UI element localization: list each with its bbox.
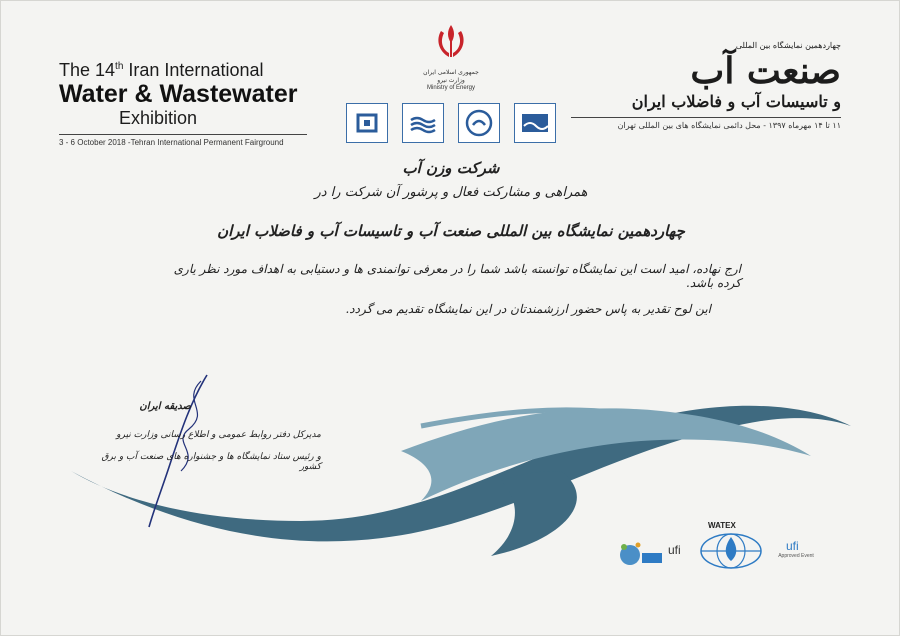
body-line-4: ارج نهاده، امید است این نمایشگاه توانسته باشد شما را در معرفی توانمندی ها و دستیابی به اهداف مورد نظر یاری کرده باشد. [173, 262, 741, 290]
body-line-2: همراهی و مشارکت فعال و پرشور آن شرکت را در [314, 185, 588, 200]
persian-header-title: صنعت آب [690, 50, 841, 92]
logo-2-icon [409, 112, 437, 134]
emblem-text-2: وزارت نیرو [437, 77, 465, 84]
organization-logo-4 [514, 103, 556, 143]
persian-header [561, 41, 841, 130]
body-line-3: چهاردهمین نمایشگاه بین المللی صنعت آب و تاسیسات آب و فاضلاب ایران [217, 222, 685, 240]
signatory-title-2: و رئیس ستاد نمایشگاه ها و جشنواره های صنعت آب و برق کشور [101, 452, 321, 472]
wave-dark-tail [491, 471, 577, 556]
emblem-text-1: جمهوری اسلامی ایران [423, 69, 479, 76]
emblem-icon [432, 21, 470, 65]
english-divider [59, 134, 307, 135]
emblem-text-3: Ministry of Energy [426, 85, 475, 91]
company-name: شرکت وزن آب [402, 159, 500, 177]
logo-3-icon [465, 109, 493, 137]
emblem-block [416, 21, 486, 91]
ufi-logo-right: ufi [786, 539, 799, 553]
ufi-approved-caption: Approved Event [778, 553, 814, 559]
english-date: 3 - 6 October 2018 -Tehran International Permanent Fairground [59, 138, 284, 147]
certificate-body [161, 159, 741, 316]
exhibition-logo-icon [616, 533, 666, 573]
signature-block [81, 401, 321, 472]
organization-logo-3 [458, 103, 500, 143]
watex-globe-icon [696, 531, 766, 571]
persian-header-top: چهاردهمین نمایشگاه بین المللی [735, 41, 841, 50]
signatory-name: صدیقه ایران [139, 401, 191, 412]
ufi-logo-left: ufi [668, 543, 681, 557]
organization-logo-2 [402, 103, 444, 143]
logos-row [346, 103, 556, 143]
logo-4-icon [520, 112, 550, 134]
bottom-logos [616, 521, 836, 571]
signatory-title-1: مدیرکل دفتر روابط عمومی و اطلاع رسانی وزارت نیرو [116, 430, 321, 440]
english-title-line2: Water & Wastewater [59, 80, 298, 108]
organization-logo-1 [346, 103, 388, 143]
persian-header-subtitle: و تاسیسات آب و فاضلاب ایران [631, 92, 841, 111]
body-line-5: این لوح تقدیر به پاس حضور ارزشمندتان در این نمایشگاه تقدیم می گردد. [345, 302, 711, 316]
persian-date: ۱۱ تا ۱۴ مهرماه ۱۳۹۷ - محل دائمی نمایشگاه های بین المللی تهران [617, 121, 841, 130]
persian-divider [571, 117, 841, 118]
english-title-line1: The 14th Iran International [59, 60, 264, 80]
english-header [59, 57, 319, 147]
watex-label: WATEX [708, 521, 736, 530]
english-title-line3: Exhibition [119, 108, 198, 128]
logo-1-icon [354, 112, 380, 134]
